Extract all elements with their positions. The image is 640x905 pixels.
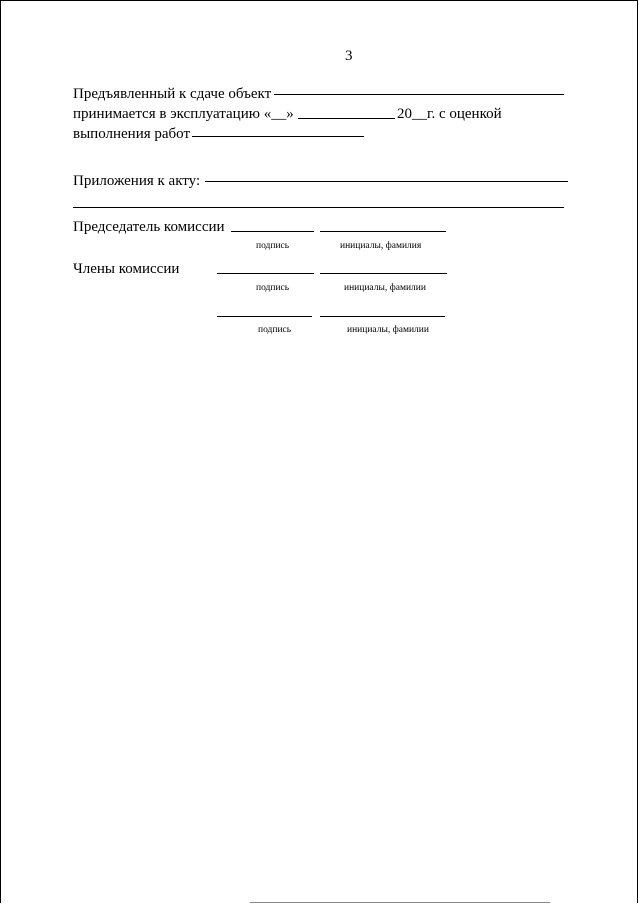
- attachments-label: Приложения к акту:: [73, 173, 201, 189]
- member-1-signature-blank: [217, 273, 314, 274]
- attachments-blank-1: [205, 181, 568, 182]
- work-label: выполнения работ: [73, 126, 191, 142]
- members-label: Члены комиссии: [73, 261, 180, 277]
- chairman-label: Председатель комиссии: [73, 219, 225, 235]
- member-2-signature-caption: подпись: [258, 325, 292, 335]
- member-2-name-caption: инициалы, фамилии: [347, 325, 429, 335]
- acceptance-prefix: принимается в эксплуатацию «__»: [73, 106, 294, 122]
- member-1-signature-caption: подпись: [256, 283, 290, 293]
- object-label: Предъявленный к сдаче объект: [73, 86, 272, 102]
- object-blank: [274, 94, 564, 95]
- page-bottom-edge: [250, 902, 550, 903]
- member-2-name-blank: [320, 316, 445, 317]
- chairman-signature-caption: подпись: [256, 241, 290, 251]
- member-1-name-caption: инициалы, фамилии: [344, 283, 426, 293]
- acceptance-month-blank: [298, 118, 395, 119]
- chairman-signature-blank: [231, 231, 314, 232]
- member-1-name-blank: [320, 273, 447, 274]
- chairman-name-caption: инициалы, фамилия: [340, 241, 422, 251]
- member-2-signature-blank: [217, 316, 312, 317]
- acceptance-year: 20__г. с оценкой: [397, 106, 502, 122]
- chairman-name-blank: [320, 231, 446, 232]
- attachments-blank-2: [73, 207, 564, 208]
- page-number: 3: [345, 48, 353, 64]
- work-rating-blank: [192, 136, 364, 137]
